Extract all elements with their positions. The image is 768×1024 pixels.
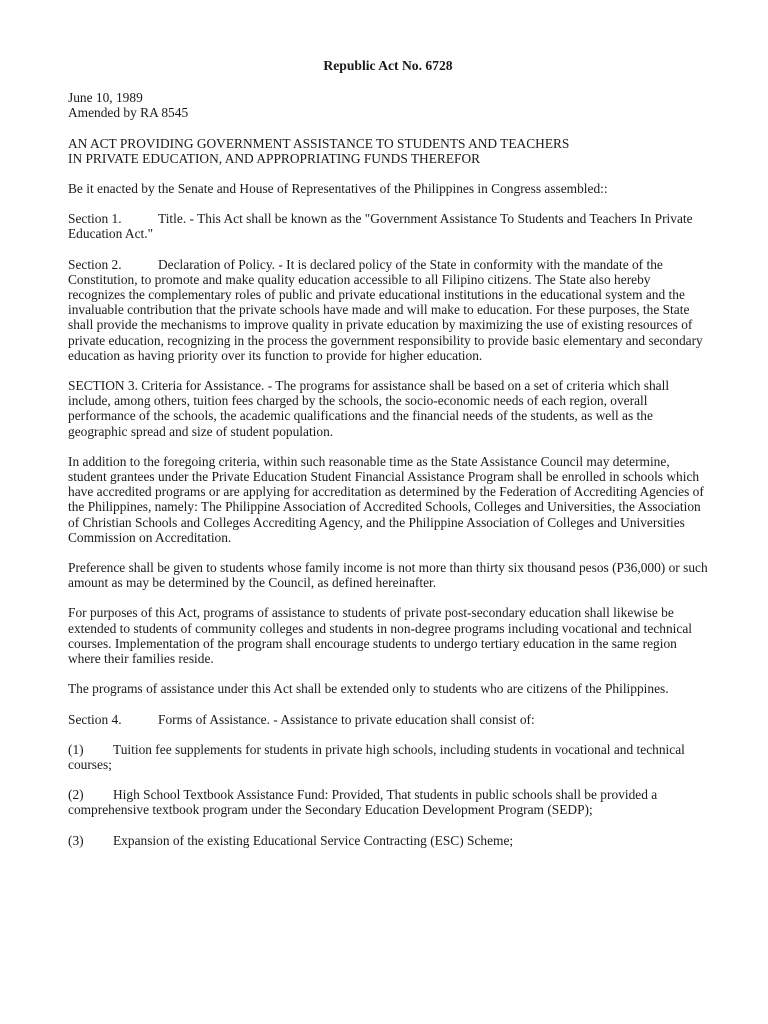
document-page: [68, 58, 708, 863]
item-text: Tuition fee supplements for students in private high schools, including students in vocational and technical courses;: [68, 741, 685, 772]
long-title-line: AN ACT PROVIDING GOVERNMENT ASSISTANCE TO STUDENTS AND TEACHERS: [68, 135, 570, 151]
list-item: [68, 742, 708, 772]
item-number: (1): [68, 741, 84, 757]
section-text: Declaration of Policy. - It is declared policy of the State in conformity with the mandate of the Constitution, to promote and make quality education accessible to all Filipino citizens. The State also hereby recognizes the complementary roles of public and private educational institutions in the educational system and the invaluable contribution that the private schools have made and will make to education. For these purposes, the State shall provide the mechanisms to improve quality in private education by maximizing the use of existing resources of private education, recognizing in the process the government responsibility to provide basic elementary and secondary education as having priority over its function to provide for higher education.: [68, 256, 703, 363]
section-4: [68, 712, 708, 727]
section-1: [68, 211, 708, 241]
paragraph-additional-criteria: In addition to the foregoing criteria, within such reasonable time as the State Assistance Council may determine, student grantees under the Private Education Student Financial Assistance Program shall be enrolled in schools which have accredited programs or are applying for accreditation as determined by the Federation of Accrediting Agencies of the Philippines, namely: The Philippine Association of Accredited Schools, Colleges and Universities, the Association of Christian Schools and Colleges Accrediting Agency, and the Philippine Association of Colleges and Universities Commission on Accreditation.: [68, 453, 704, 545]
long-title: [68, 136, 708, 166]
section-text: Title. - This Act shall be known as the "Government Assistance To Students and Teachers In Private Education Act.": [68, 211, 693, 242]
item-text: High School Textbook Assistance Fund: Provided, That students in public schools shall be provided a comprehensive textbook program under the Secondary Education Development Program (SEDP);: [68, 787, 658, 818]
item-number: (3): [68, 832, 84, 848]
section-number: Section 4.: [68, 711, 122, 727]
enactment-date: June 10, 1989: [68, 90, 143, 106]
section-2: [68, 257, 708, 363]
list-item: [68, 833, 708, 848]
document-title: Republic Act No. 6728: [323, 58, 453, 73]
document-meta: [68, 90, 708, 120]
list-item: [68, 787, 708, 817]
section-text: Forms of Assistance. - Assistance to private education shall consist of:: [158, 711, 535, 727]
paragraph-purposes: For purposes of this Act, programs of assistance to students of private post-secondary education shall likewise be extended to students of community colleges and students in non-degree programs including vocational and technical courses. Implementation of the program shall encourage students to undergo tertiary education in the same region where their families reside.: [68, 605, 692, 667]
section-number: Section 1.: [68, 211, 122, 227]
paragraph-citizens: The programs of assistance under this Act shall be extended only to students who are citizens of the Philippines.: [68, 681, 669, 697]
enacting-clause: Be it enacted by the Senate and House of Representatives of the Philippines in Congress assembled::: [68, 181, 608, 197]
paragraph-preference: Preference shall be given to students whose family income is not more than thirty six thousand pesos (P36,000) or such amount as may be determined by the Council, as defined hereinafter.: [68, 560, 708, 591]
amendment-note: Amended by RA 8545: [68, 105, 189, 121]
long-title-line: IN PRIVATE EDUCATION, AND APPROPRIATING FUNDS THEREFOR: [68, 150, 481, 166]
item-number: (2): [68, 787, 84, 803]
item-text: Expansion of the existing Educational Service Contracting (ESC) Scheme;: [113, 832, 514, 848]
section-3: SECTION 3. Criteria for Assistance. - The programs for assistance shall be based on a set of criteria which shall include, among others, tuition fees charged by the schools, the socio-economic needs of each region, overall performance of the schools, the academic qualifications and the financial needs of the students, as well as the geographic spread and size of student population.: [68, 378, 670, 439]
section-number: Section 2.: [68, 256, 122, 272]
